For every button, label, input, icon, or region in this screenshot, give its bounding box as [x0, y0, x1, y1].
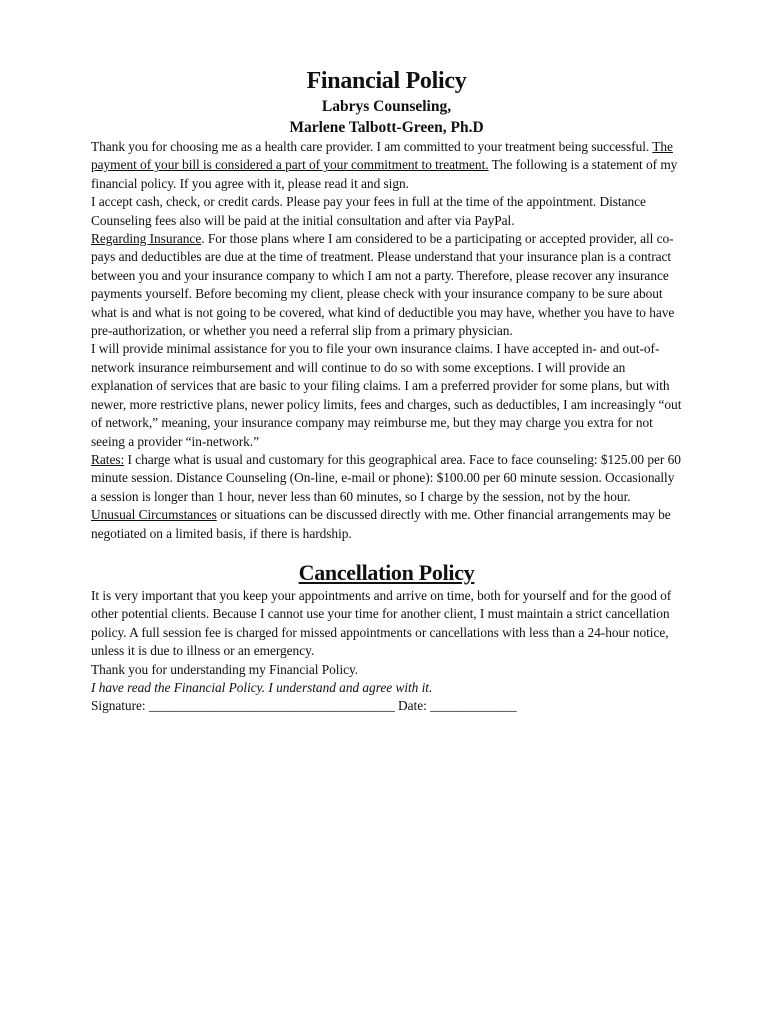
unusual-circumstances-paragraph — [91, 506, 682, 543]
rates-text: I charge what is usual and customary for this geographical area. Face to face counseling: $125.00 per 60 minute session. Distance Counseling (On-line, e-mail or phone): $100.00 per 60 minute session. Occasionally a session is longer than 1 hour, never less than 60 minutes, so I charge by the session, not by the hour. — [91, 451, 681, 504]
signature-row — [91, 697, 682, 715]
rates-heading: Rates: — [91, 451, 125, 467]
signature-line[interactable]: _____________________________________ — [145, 698, 399, 714]
thanks-paragraph: Thank you for understanding my Financial Policy. — [91, 661, 359, 677]
intro-paragraph — [91, 138, 682, 193]
intro-text-1: Thank you for choosing me as a health care provider. I am committed to your treatment being successful. — [91, 139, 653, 154]
payment-paragraph: I accept cash, check, or credit cards. Please pay your fees in full at the time of the appointment. Distance Counseling fees also will be paid at the initial consultation and after via PayPal. — [91, 194, 646, 228]
insurance-heading: Regarding Insurance — [91, 231, 202, 247]
cancellation-paragraph: It is very important that you keep your appointments and arrive on time, both for yourself and for the good of other potential clients. Because I cannot use your time for another client, I must maintain a strict cancellation policy. A full session fee is charged for missed appointments or cancellations with less than a 24-hour notice, unless it is due to illness or an emergency. — [91, 587, 672, 659]
provider-name: Marlene Talbott-Green, Ph.D — [289, 119, 484, 136]
unusual-circumstances-heading: Unusual Circumstances — [91, 507, 217, 523]
org-name: Labrys Counseling, — [321, 98, 452, 115]
intro-text-2: The following is a statement of my financial policy. If you agree with it, please read it and sign. — [91, 157, 678, 191]
intro-underlined-text: The payment of your bill is considered a part of your commitment to treatment. — [91, 139, 673, 173]
rates-paragraph — [91, 451, 682, 506]
document-title: Financial Policy — [306, 68, 467, 94]
insurance-paragraph — [91, 230, 682, 340]
insurance-text: . For those plans where I am considered to be a participating or accepted provider, all co-pays and deductibles are due at the time of treatment. Please understand that your insurance plan is a contract between you and your insurance company to which I am not a party. Therefore, please recover any insurance payments yourself. Before becoming my client, please check with your insurance company to be sure about what is and what is not going to be covered, what kind of deductible you may have, whether you have to have pre-authorization, or whether you need a referral slip from a primary physician. — [91, 231, 675, 339]
cancellation-policy-title: Cancellation Policy — [298, 559, 475, 585]
signature-label: Signature: — [91, 698, 146, 714]
date-label: Date: — [398, 698, 427, 714]
unusual-circumstances-text: or situations can be discussed directly with me. Other financial arrangements may be negotiated on a limited basis, if there is hardship. — [91, 507, 671, 541]
date-line[interactable]: _____________ — [426, 698, 517, 714]
acknowledgement-statement: I have read the Financial Policy. I understand and agree with it. — [91, 679, 433, 695]
claims-paragraph: I will provide minimal assistance for you to file your own insurance claims. I have accepted in- and out-of-network insurance reimbursement and will continue to do so with some exceptions. I will provide an explanation of services that are basic to your filing claims. I am a preferred provider for some plans, but with newer, more restrictive plans, newer policy limits, fees and charges, such as deductibles, I am increasingly “out of network,” meaning, your insurance company may reimburse me, but they may charge you extra for not seeing a provider “in-network.” — [91, 341, 682, 449]
